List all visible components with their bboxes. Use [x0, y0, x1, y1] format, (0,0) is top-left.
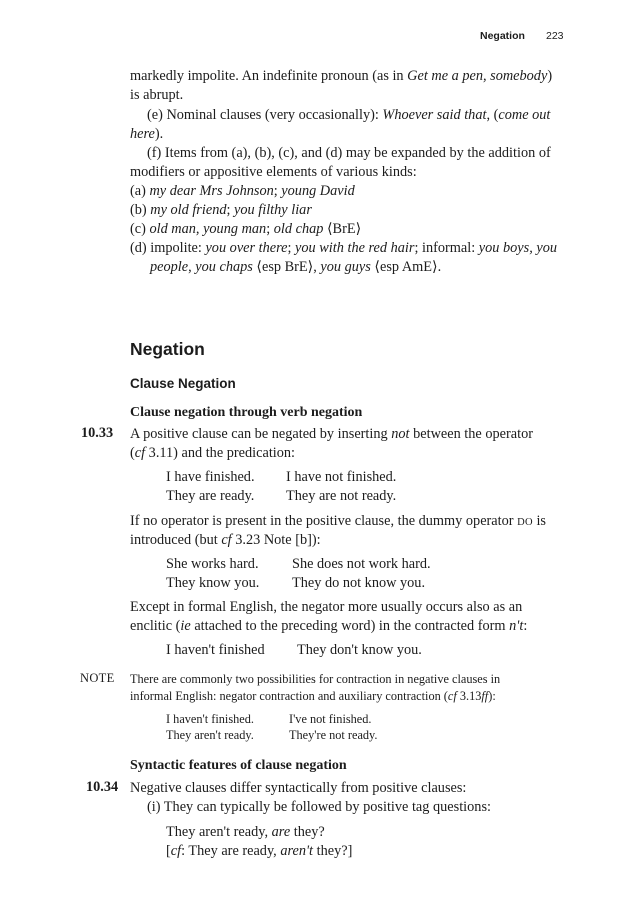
p1033-line-4: introduced (but cf 3.23 Note [b]): [130, 532, 321, 548]
p1033-line-6: enclitic (ie attached to the preceding word) in the contracted form n't: [130, 618, 528, 634]
intro-line-2: is abrupt. [130, 87, 184, 103]
example-negative: She does not work hard. [292, 556, 431, 572]
example-negative: I have not finished. [286, 469, 397, 485]
p1033-line-2: (cf 3.11) and the predication: [130, 445, 296, 461]
tag-question-compare: [cf: They are ready, aren't they?] [166, 843, 353, 859]
intro-line-1: markedly impolite. An indefinite pronoun (as in Get me a pen, somebody) [130, 68, 553, 84]
list-item-b: (b) my old friend; you filthy liar [130, 202, 312, 218]
example-positive: They know you. [166, 575, 260, 591]
p1033-line-5: Except in formal English, the negator more usually occurs also as an [130, 599, 523, 615]
list-item-c: (c) old man, young man; old chap ⟨BrE⟩ [130, 221, 362, 237]
example-positive: They are ready. [166, 488, 255, 504]
intro-line-3: (e) Nominal clauses (very occasionally): Whoever said that, (come out [147, 107, 551, 123]
example-contracted: I haven't finished [166, 642, 265, 658]
example-positive: I have finished. [166, 469, 255, 485]
note-example: They're not ready. [289, 728, 378, 742]
intro-line-6: modifiers or appositive elements of various kinds: [130, 164, 417, 180]
p1033-line-3: If no operator is present in the positive clause, the dummy operator DO is [130, 513, 546, 529]
note-line-1: There are commonly two possibilities for contraction in negative clauses in [130, 672, 501, 686]
subsection-heading-syntactic-features: Syntactic features of clause negation [130, 758, 347, 773]
intro-line-5: (f) Items from (a), (b), (c), and (d) may be expanded by the addition of [147, 145, 551, 161]
subsection-heading-verb-negation: Clause negation through verb negation [130, 405, 363, 420]
p1034-line-2: (i) They can typically be followed by positive tag questions: [147, 799, 491, 815]
paragraph-number-10-34: 10.34 [86, 779, 119, 795]
note-example: I haven't finished. [166, 712, 254, 726]
section-title: Negation [130, 339, 205, 359]
list-item-d-continued: people, you chaps ⟨esp BrE⟩, you guys ⟨esp AmE⟩. [150, 259, 442, 275]
example-positive: She works hard. [166, 556, 259, 572]
list-item-d: (d) impolite: you over there; you with the red hair; informal: you boys, you [130, 240, 557, 256]
paragraph-number-10-33: 10.33 [81, 425, 114, 441]
list-item-a: (a) my dear Mrs Johnson; young David [130, 183, 355, 199]
running-head-title: Negation [480, 30, 525, 42]
note-example: I've not finished. [289, 712, 372, 726]
p1034-line-1: Negative clauses differ syntactically from positive clauses: [130, 780, 467, 796]
note-label: NOTE [80, 671, 115, 685]
intro-line-4: here). [130, 126, 164, 142]
example-negative: They do not know you. [292, 575, 426, 591]
section-subtitle: Clause Negation [130, 376, 236, 391]
tag-question-example: They aren't ready, are they? [166, 824, 325, 840]
note-example: They aren't ready. [166, 728, 254, 742]
note-line-2: informal English: negator contraction and auxiliary contraction (cf 3.13ff): [130, 689, 496, 703]
p1033-line-1: A positive clause can be negated by inserting not between the operator [130, 426, 533, 442]
example-negative: They are not ready. [286, 488, 397, 504]
page-number: 223 [546, 30, 564, 42]
example-contracted: They don't know you. [297, 642, 422, 658]
